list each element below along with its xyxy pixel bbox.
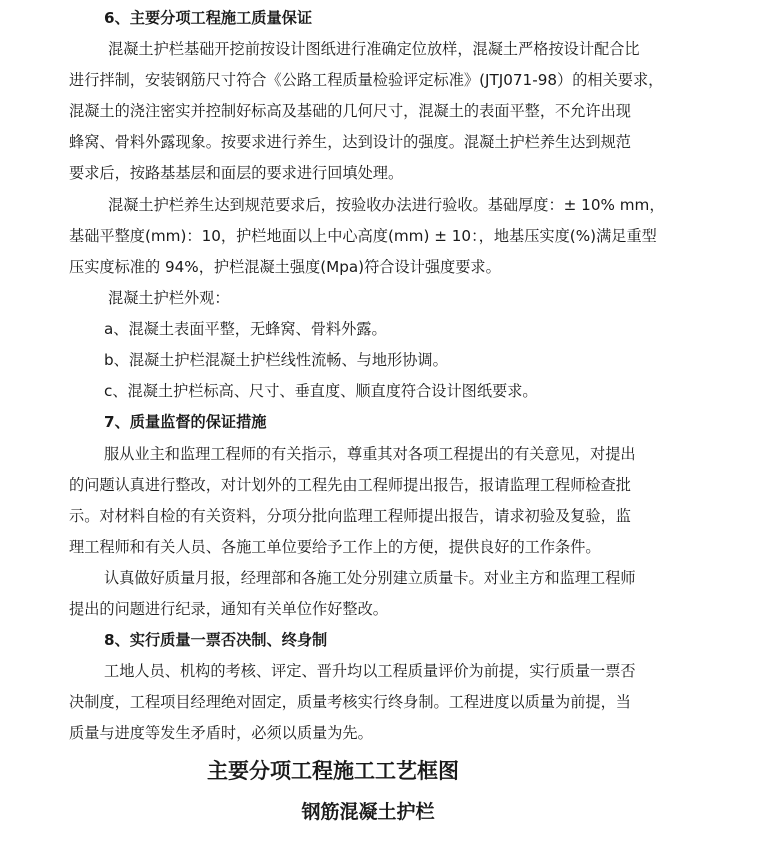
section-6-paragraph-1-line: 混凝土的浇注密实并控制好标高及基础的几何尺寸，混凝土的表面平整，不允许出现 bbox=[69, 102, 631, 120]
section-7-heading: 7、质量监督的保证措施 bbox=[104, 413, 267, 431]
appearance-item-b: b、混凝土护栏混凝土护栏线性流畅、与地形协调。 bbox=[104, 351, 448, 369]
section-6-paragraph-2-line: 混凝土护栏养生达到规范要求后，按验收办法进行验收。基础厚度：± 10% mm， bbox=[108, 196, 665, 214]
appearance-item-a: a、混凝土表面平整，无蜂窝、骨料外露。 bbox=[104, 320, 387, 338]
section-7-paragraph-1-line: 示。对材料自检的有关资料，分项分批向监理工程师提出报告，请求初验及复验，监 bbox=[69, 507, 631, 525]
section-6-paragraph-2-line: 基础平整度(mm)：10，护栏地面以上中心高度(mm) ± 10：，地基压实度(%)满足重型 bbox=[69, 227, 657, 245]
section-7-paragraph-1-line: 理工程师和有关人员、各施工单位要给予工作上的方便，提供良好的工作条件。 bbox=[69, 538, 601, 556]
section-8-paragraph-line: 工地人员、机构的考核、评定、晋升均以工程质量评价为前提，实行质量一票否 bbox=[104, 662, 636, 680]
section-6-paragraph-1-line: 要求后，按路基基层和面层的要求进行回填处理。 bbox=[69, 164, 404, 182]
section-6-heading: 6、主要分项工程施工质量保证 bbox=[104, 9, 313, 27]
section-6-paragraph-1-line: 混凝土护栏基础开挖前按设计图纸进行准确定位放样，混凝土严格按设计配合比 bbox=[108, 40, 640, 58]
section-6-paragraph-1-line: 进行拌制，安装钢筋尺寸符合《公路工程质量检验评定标准》(JTJ071-98）的相关要求， bbox=[69, 71, 664, 89]
diagram-title: 主要分项工程施工工艺框图 bbox=[207, 758, 459, 783]
section-6-paragraph-2-line: 压实度标准的 94%，护栏混凝土强度(Mpa)符合设计强度要求。 bbox=[69, 258, 501, 276]
section-8-paragraph-line: 决制度，工程项目经理绝对固定，质量考核实行终身制。工程进度以质量为前提，当 bbox=[69, 693, 631, 711]
section-7-paragraph-1-line: 服从业主和监理工程师的有关指示，尊重其对各项工程提出的有关意见，对提出 bbox=[104, 445, 636, 463]
diagram-subtitle: 钢筋混凝土护栏 bbox=[301, 801, 435, 823]
section-7-paragraph-1-line: 的问题认真进行整改，对计划外的工程先由工程师提出报告，报请监理工程师检查批 bbox=[69, 476, 631, 494]
section-6-paragraph-1-line: 蜂窝、骨料外露现象。按要求进行养生，达到设计的强度。混凝土护栏养生达到规范 bbox=[69, 133, 631, 151]
section-7-paragraph-2-line: 认真做好质量月报，经理部和各施工处分别建立质量卡。对业主方和监理工程师 bbox=[104, 569, 636, 587]
section-8-heading: 8、实行质量一票否决制、终身制 bbox=[104, 631, 328, 649]
appearance-label: 混凝土护栏外观： bbox=[108, 289, 230, 307]
appearance-item-c: c、混凝土护栏标高、尺寸、垂直度、顺直度符合设计图纸要求。 bbox=[104, 382, 538, 400]
section-7-paragraph-2-line: 提出的问题进行纪录，通知有关单位作好整改。 bbox=[69, 600, 388, 618]
section-8-paragraph-line: 质量与进度等发生矛盾时，必须以质量为先。 bbox=[69, 724, 373, 742]
